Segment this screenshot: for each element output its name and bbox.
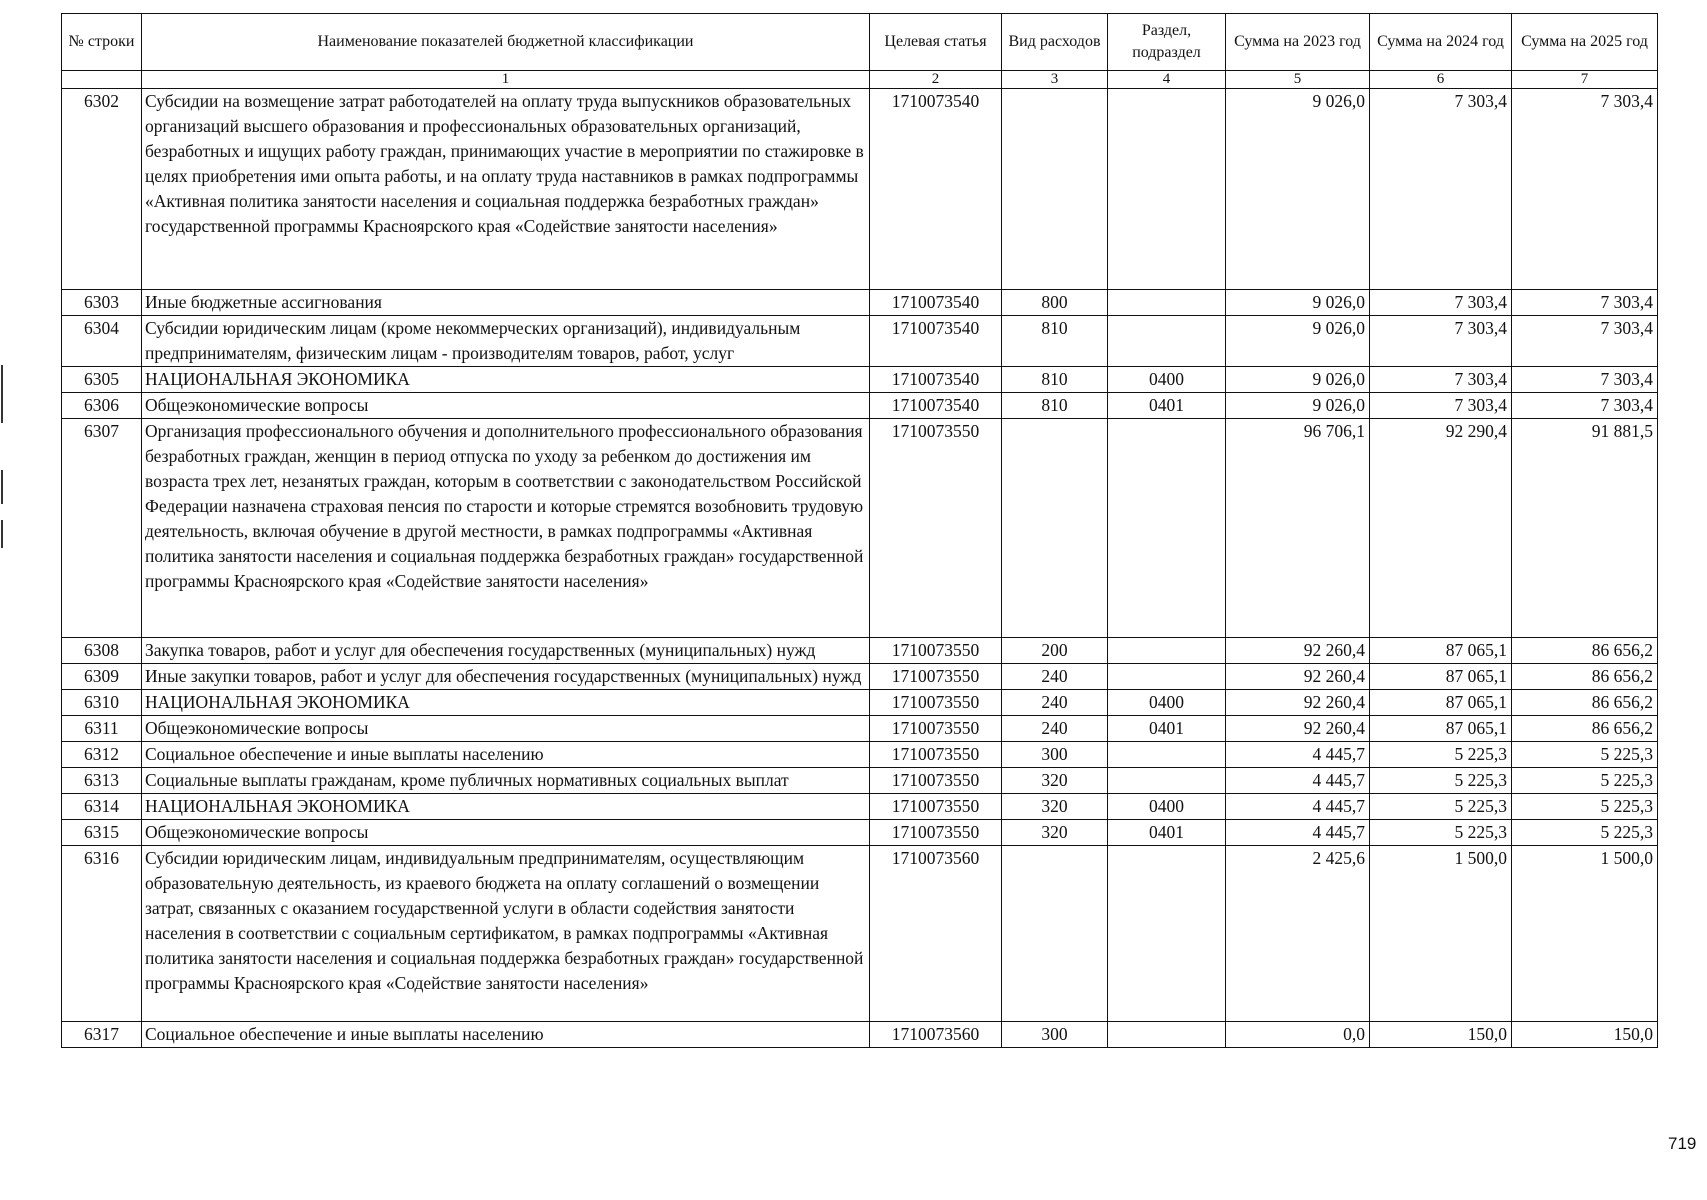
scan-mark [1,520,3,548]
sum-2023: 9 026,0 [1226,290,1370,316]
sum-2024: 87 065,1 [1370,690,1512,716]
section-code [1108,419,1226,638]
target-article: 1710073540 [870,367,1002,393]
table-row [62,419,1658,638]
indicator-name: Субсидии юридическим лицам, индивидуальным предпринимателям, осуществляющим образовательную деятельность, из краевого бюджета на оплату соглашений о возмещении затрат, связанных с оказанием государственной услуги в области содействия занятости населения в соответствии с социальным сертификатом, в рамках подпрограммы «Активная политика занятости населения и социальная поддержка безработных граждан» государственной программы Красноярского края «Содействие занятости населения» [142,846,870,1022]
target-article: 1710073550 [870,690,1002,716]
expense-type [1002,846,1108,1022]
sum-2023: 9 026,0 [1226,316,1370,367]
row-number: 6305 [62,367,142,393]
row-number: 6313 [62,768,142,794]
sum-2023: 92 260,4 [1226,690,1370,716]
indicator-name: Социальное обеспечение и иные выплаты населению [142,1022,870,1048]
section-code: 0401 [1108,716,1226,742]
sum-2024: 92 290,4 [1370,419,1512,638]
indicator-name: Иные бюджетные ассигнования [142,290,870,316]
table-row [62,768,1658,794]
sum-2025: 7 303,4 [1512,290,1658,316]
sum-2023: 4 445,7 [1226,794,1370,820]
expense-type [1002,419,1108,638]
row-number: 6317 [62,1022,142,1048]
indicator-name: Общеэкономические вопросы [142,820,870,846]
expense-type: 320 [1002,794,1108,820]
expense-type: 300 [1002,1022,1108,1048]
section-code [1108,290,1226,316]
sum-2024: 7 303,4 [1370,290,1512,316]
section-code [1108,1022,1226,1048]
indicator-name: Социальное обеспечение и иные выплаты населению [142,742,870,768]
sum-2025: 5 225,3 [1512,768,1658,794]
row-number: 6309 [62,664,142,690]
indicator-name: Субсидии на возмещение затрат работодателей на оплату труда выпускников образовательных организаций высшего образования и профессиональных образовательных организаций, безработных и ищущих работу граждан, принимающих участие в мероприятии по стажировке в целях приобретения ими опыта работы, и на оплату труда наставников в рамках подпрограммы «Активная политика занятости населения и социальная поддержка безработных граждан» государственной программы Красноярского края «Содействие занятости населения» [142,89,870,290]
sum-2025: 91 881,5 [1512,419,1658,638]
expense-type: 810 [1002,316,1108,367]
section-code [1108,846,1226,1022]
budget-classification-table [61,13,1658,1048]
expense-type: 810 [1002,393,1108,419]
indicator-name: Закупка товаров, работ и услуг для обеспечения государственных (муниципальных) нужд [142,638,870,664]
row-number: 6316 [62,846,142,1022]
expense-type: 320 [1002,820,1108,846]
sum-2023: 2 425,6 [1226,846,1370,1022]
header-expense-type: Вид расходов [1002,14,1108,71]
sum-2023: 9 026,0 [1226,89,1370,290]
sum-2024: 87 065,1 [1370,638,1512,664]
table-row [62,367,1658,393]
table-row [62,690,1658,716]
sum-2025: 86 656,2 [1512,716,1658,742]
section-code: 0400 [1108,794,1226,820]
target-article: 1710073550 [870,794,1002,820]
sum-2025: 150,0 [1512,1022,1658,1048]
target-article: 1710073550 [870,419,1002,638]
row-number: 6310 [62,690,142,716]
expense-type: 240 [1002,690,1108,716]
sum-2024: 7 303,4 [1370,367,1512,393]
row-number: 6312 [62,742,142,768]
sum-2023: 4 445,7 [1226,742,1370,768]
header-sum-2024: Сумма на 2024 год [1370,14,1512,71]
target-article: 1710073540 [870,316,1002,367]
row-number: 6303 [62,290,142,316]
section-code: 0401 [1108,820,1226,846]
indicator-name: Иные закупки товаров, работ и услуг для обеспечения государственных (муниципальных) нужд [142,664,870,690]
indicator-name: НАЦИОНАЛЬНАЯ ЭКОНОМИКА [142,690,870,716]
sum-2024: 87 065,1 [1370,716,1512,742]
section-code [1108,316,1226,367]
sum-2024: 7 303,4 [1370,89,1512,290]
col-number: 6 [1370,71,1512,89]
sum-2024: 87 065,1 [1370,664,1512,690]
expense-type: 200 [1002,638,1108,664]
row-number: 6302 [62,89,142,290]
section-code [1108,89,1226,290]
sum-2024: 7 303,4 [1370,316,1512,367]
row-number: 6314 [62,794,142,820]
target-article: 1710073540 [870,393,1002,419]
section-code [1108,638,1226,664]
sum-2024: 7 303,4 [1370,393,1512,419]
row-number: 6307 [62,419,142,638]
sum-2023: 92 260,4 [1226,664,1370,690]
target-article: 1710073550 [870,820,1002,846]
row-number: 6304 [62,316,142,367]
header-sum-2025: Сумма на 2025 год [1512,14,1658,71]
indicator-name: Общеэкономические вопросы [142,393,870,419]
table-row [62,794,1658,820]
col-number: 4 [1108,71,1226,89]
section-code [1108,664,1226,690]
col-number [62,71,142,89]
sum-2025: 7 303,4 [1512,89,1658,290]
col-number: 3 [1002,71,1108,89]
sum-2025: 86 656,2 [1512,690,1658,716]
row-number: 6308 [62,638,142,664]
sum-2023: 96 706,1 [1226,419,1370,638]
table-row [62,820,1658,846]
expense-type: 240 [1002,716,1108,742]
section-code: 0400 [1108,367,1226,393]
sum-2023: 92 260,4 [1226,638,1370,664]
expense-type [1002,89,1108,290]
table-row [62,742,1658,768]
target-article: 1710073560 [870,1022,1002,1048]
header-section: Раздел, подраздел [1108,14,1226,71]
sum-2023: 92 260,4 [1226,716,1370,742]
target-article: 1710073550 [870,664,1002,690]
sum-2025: 5 225,3 [1512,742,1658,768]
header-name: Наименование показателей бюджетной классификации [142,14,870,71]
row-number: 6306 [62,393,142,419]
budget-table-sheet [61,13,1657,1048]
expense-type: 320 [1002,768,1108,794]
indicator-name: Социальные выплаты гражданам, кроме публичных нормативных социальных выплат [142,768,870,794]
row-number: 6315 [62,820,142,846]
section-code: 0400 [1108,690,1226,716]
header-target: Целевая статья [870,14,1002,71]
sum-2023: 9 026,0 [1226,393,1370,419]
sum-2025: 1 500,0 [1512,846,1658,1022]
page-number: 719 [1668,1134,1697,1153]
expense-type: 240 [1002,664,1108,690]
target-article: 1710073550 [870,638,1002,664]
sum-2024: 150,0 [1370,1022,1512,1048]
scan-mark [1,470,3,504]
sum-2025: 5 225,3 [1512,794,1658,820]
target-article: 1710073540 [870,290,1002,316]
sum-2025: 7 303,4 [1512,316,1658,367]
header-row-no: № строки [62,14,142,71]
target-article: 1710073540 [870,89,1002,290]
table-row [62,89,1658,290]
expense-type: 810 [1002,367,1108,393]
header-sum-2023: Сумма на 2023 год [1226,14,1370,71]
col-number: 7 [1512,71,1658,89]
table-row [62,290,1658,316]
table-row [62,393,1658,419]
target-article: 1710073560 [870,846,1002,1022]
sum-2023: 4 445,7 [1226,768,1370,794]
sum-2023: 0,0 [1226,1022,1370,1048]
sum-2025: 86 656,2 [1512,664,1658,690]
table-row [62,716,1658,742]
expense-type: 800 [1002,290,1108,316]
table-row [62,1022,1658,1048]
sum-2023: 4 445,7 [1226,820,1370,846]
sum-2024: 5 225,3 [1370,768,1512,794]
table-row [62,846,1658,1022]
sum-2024: 5 225,3 [1370,820,1512,846]
sum-2025: 5 225,3 [1512,820,1658,846]
scan-mark [1,365,3,423]
target-article: 1710073550 [870,716,1002,742]
sum-2025: 7 303,4 [1512,367,1658,393]
header-row [62,14,1658,71]
col-number: 2 [870,71,1002,89]
sum-2025: 7 303,4 [1512,393,1658,419]
col-number: 5 [1226,71,1370,89]
section-code [1108,768,1226,794]
sum-2023: 9 026,0 [1226,367,1370,393]
table-row [62,664,1658,690]
sum-2024: 5 225,3 [1370,742,1512,768]
col-number: 1 [142,71,870,89]
indicator-name: Субсидии юридическим лицам (кроме некоммерческих организаций), индивидуальным предпринимателям, физическим лицам - производителям товаров, работ, услуг [142,316,870,367]
column-number-row [62,71,1658,89]
indicator-name: Организация профессионального обучения и дополнительного профессионального образования безработных граждан, женщин в период отпуска по уходу за ребенком до достижения им возраста трех лет, незанятых граждан, которым в соответствии с законодательством Российской Федерации назначена страховая пенсия по старости и которые стремятся возобновить трудовую деятельность, включая обучение в другой местности, в рамках подпрограммы «Активная политика занятости населения и социальная поддержка безработных граждан» государственной программы Красноярского края «Содействие занятости населения» [142,419,870,638]
target-article: 1710073550 [870,768,1002,794]
expense-type: 300 [1002,742,1108,768]
section-code: 0401 [1108,393,1226,419]
target-article: 1710073550 [870,742,1002,768]
indicator-name: Общеэкономические вопросы [142,716,870,742]
table-row [62,316,1658,367]
sum-2025: 86 656,2 [1512,638,1658,664]
sum-2024: 5 225,3 [1370,794,1512,820]
sum-2024: 1 500,0 [1370,846,1512,1022]
indicator-name: НАЦИОНАЛЬНАЯ ЭКОНОМИКА [142,367,870,393]
row-number: 6311 [62,716,142,742]
section-code [1108,742,1226,768]
indicator-name: НАЦИОНАЛЬНАЯ ЭКОНОМИКА [142,794,870,820]
table-row [62,638,1658,664]
